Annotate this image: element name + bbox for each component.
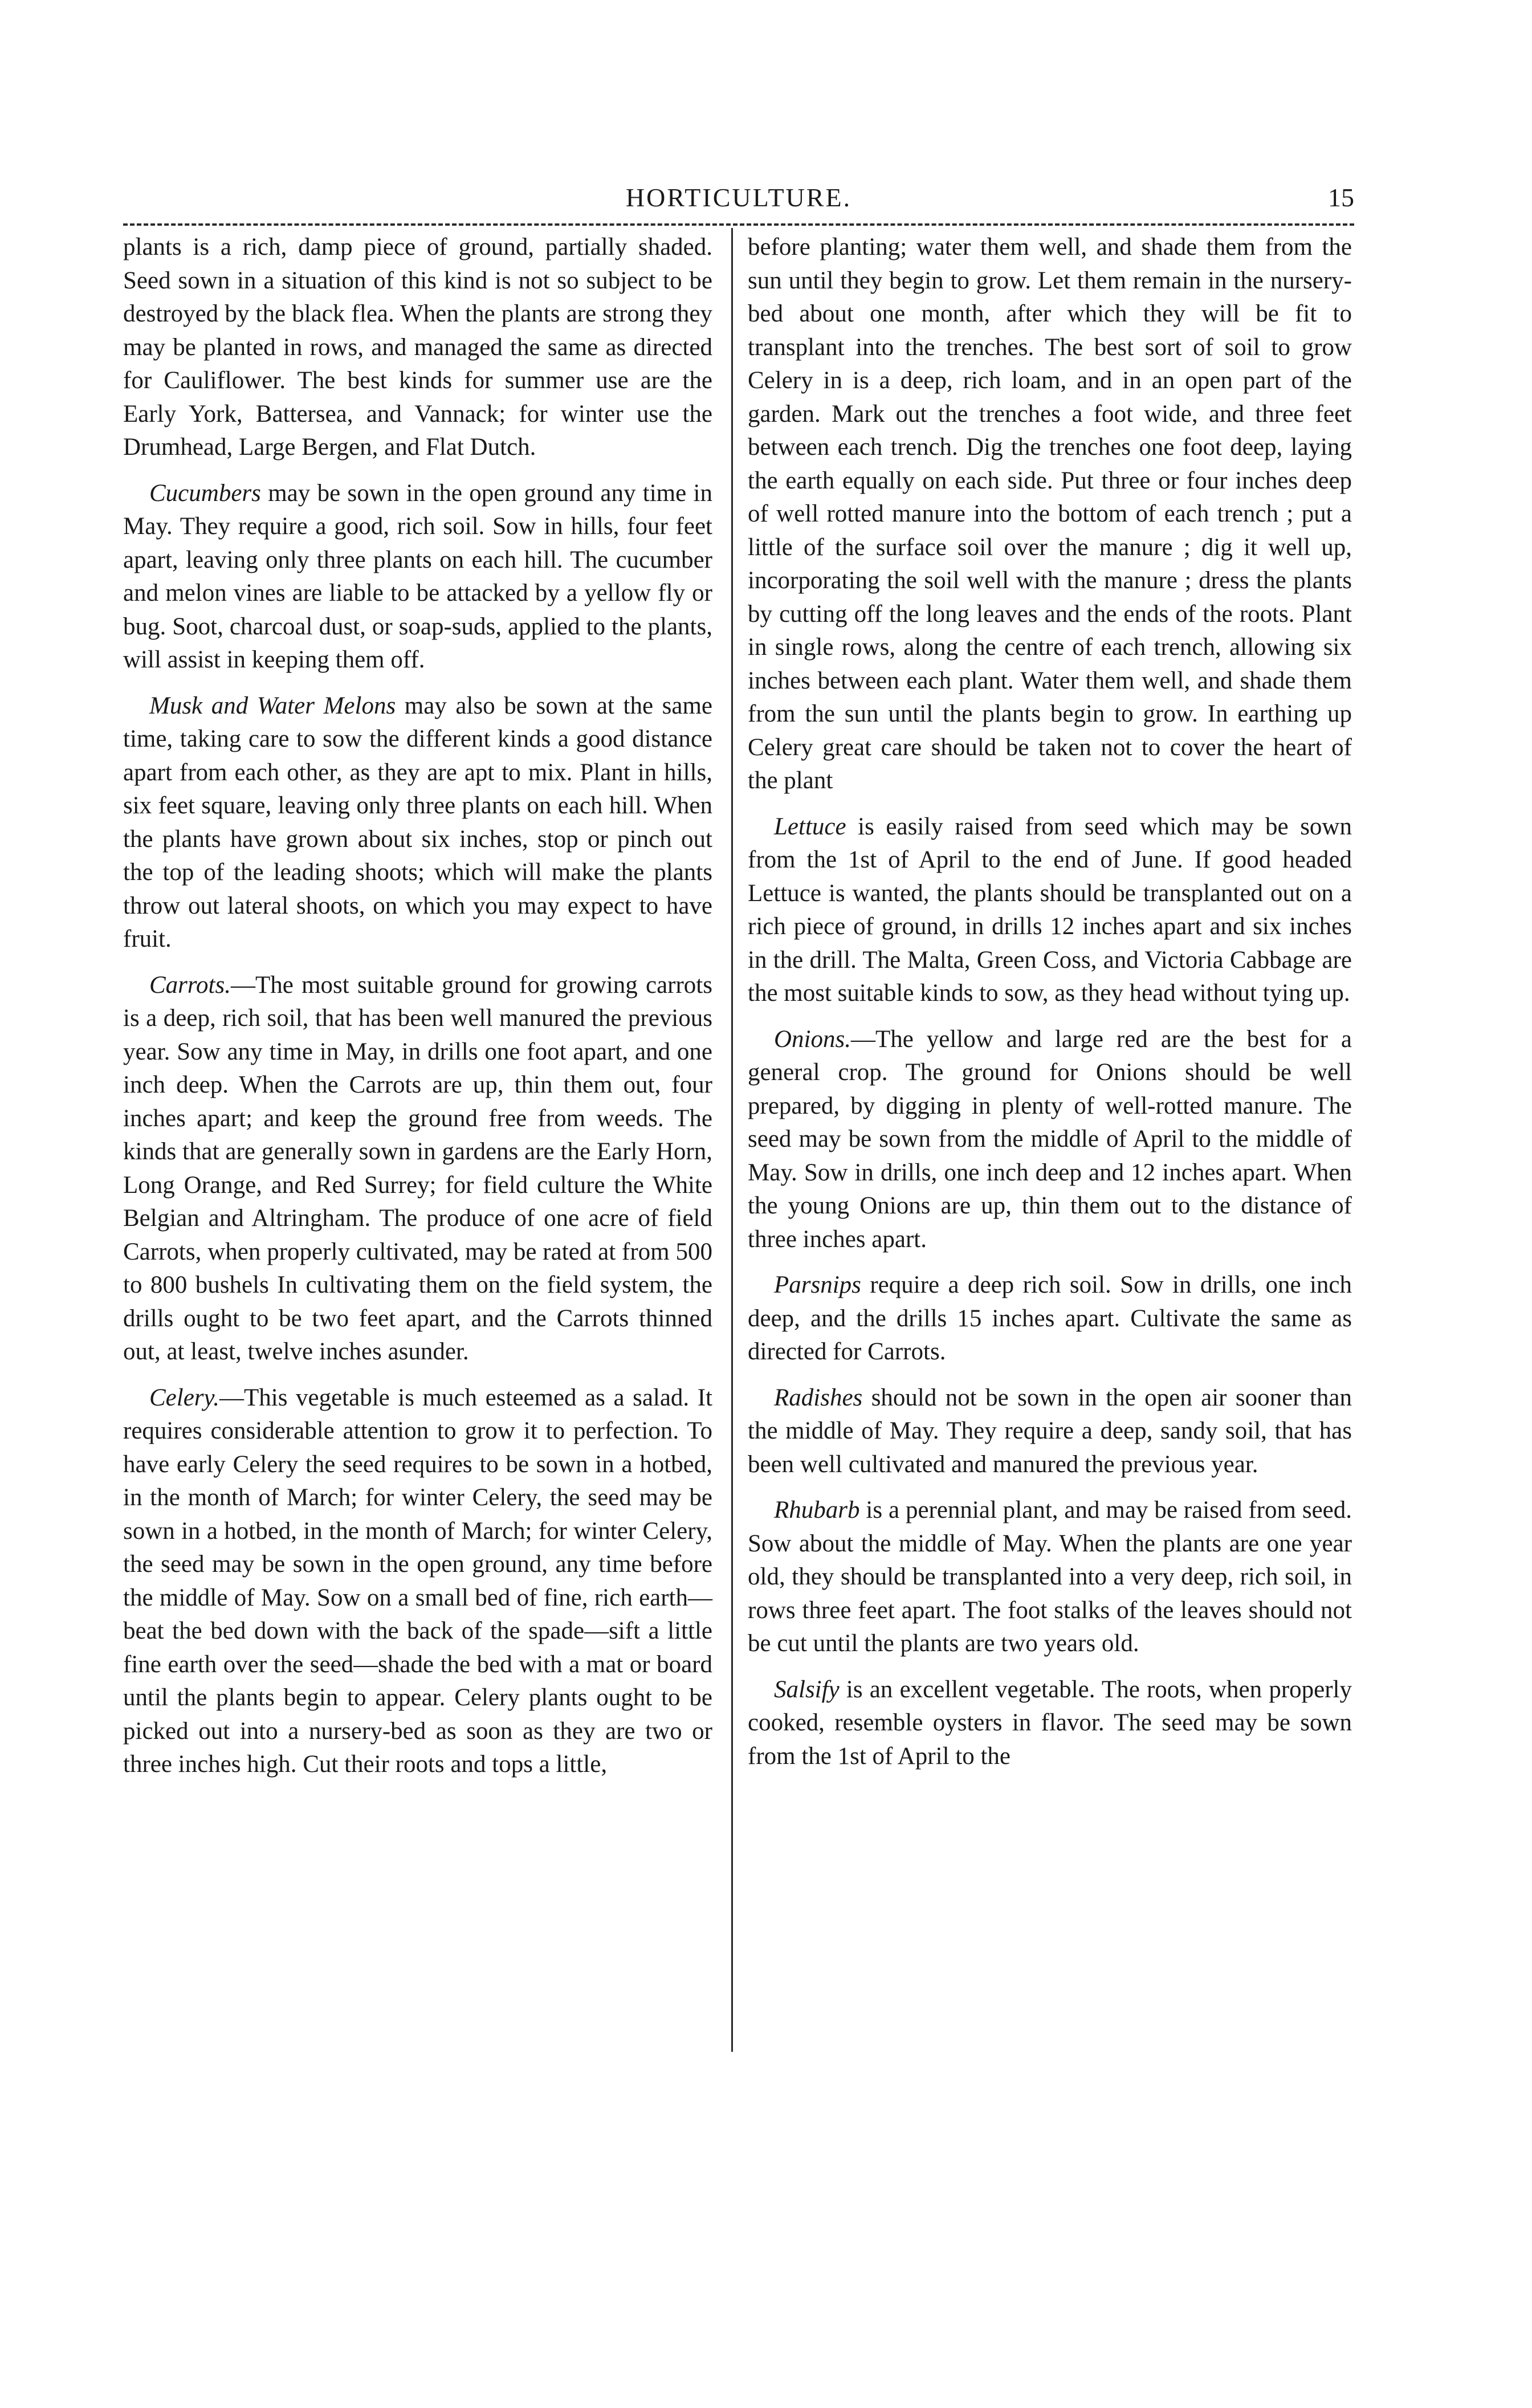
right-column	[748, 231, 1352, 1786]
carrots-paragraph	[123, 969, 712, 1369]
parsnips-text: require a deep rich soil. Sow in drills, one inch deep, and the drills 15 inches apart. Cultivate the same as directed for Carrots.	[748, 1272, 1352, 1365]
carrots-heading: Carrots.	[149, 971, 231, 999]
salsify-heading: Salsify	[774, 1676, 840, 1703]
carrots-text: —The most suitable ground for growing carrots is a deep, rich soil, that has been well manured the previous year. Sow any time in May, in drills one foot apart, and one inch deep. When the Carrots are up, thin them out, four inches apart; and keep the ground free from weeds. The kinds that are generally sown in gardens are the Early Horn, Long Orange, and Red Surrey; for field culture the White Belgian and Altringham. The produce of one acre of field Carrots, when properly cultivated, may be rated at from 500 to 800 bushels In cultivating them on the field system, the drills ought to be two feet apart, and the Carrots thinned out, at least, twelve inches asunder.	[123, 971, 712, 1365]
lettuce-heading: Lettuce	[774, 813, 846, 840]
lettuce-text: is easily raised from seed which may be sown from the 1st of April to the end of June. If good headed Lettuce is wanted, the plants should be transplanted out on a rich piece of ground, in drills 12 inches apart and six inches in the drill. The Malta, Green Coss, and Victoria Cabbage are the most suitable kinds to sow, as they head without tying up.	[748, 813, 1352, 1007]
header-rule	[123, 223, 1354, 226]
page-header	[123, 182, 1354, 217]
melons-heading: Musk and Water Melons	[149, 692, 396, 719]
melons-text: may also be sown at the same time, taking care to sow the different kinds a good distance apart from each other, as they are apt to mix. Plant in hills, six feet square, leaving only three plants on each hill. When the plants have grown about six inches, stop or pinch out the top of the leading shoots; which will make the plants throw out lateral shoots, on which you may expect to have fruit.	[123, 692, 712, 952]
cucumbers-text: may be sown in the open ground any time in May. They require a good, rich soil. Sow in hills, four feet apart, leaving only three plants on each hill. The cucumber and melon vines are liable to be attacked by a yellow fly or bug. Soot, charcoal dust, or soap-suds, applied to the plants, will assist in keeping them off.	[123, 479, 712, 673]
onions-text: —The yellow and large red are the best for a general crop. The ground for Onions should be well prepared, by digging in plenty of well-rotted manure. The seed may be sown from the middle of April to the middle of May. Sow in drills, one inch deep and 12 inches apart. When the young Onions are up, thin them out to the distance of three inches apart.	[748, 1025, 1352, 1253]
celery-continued-text: before planting; water them well, and shade them from the sun until they begin to grow. Let them remain in the nursery-bed about one month, after which they will be fit to transplant into the trenches. The best sort of soil to grow Celery in is a deep, rich loam, and in an open part of the garden. Mark out the trenches a foot wide, and three feet between each trench. Dig the trenches one foot deep, laying the earth equally on each side. Put three or four inches deep of well rotted manure into the bottom of each trench ; put a little of the surface soil over the manure ; dig it well up, incorporating the soil well with the manure ; dress the plants by cutting off the long leaves and the ends of the roots. Plant in single rows, along the centre of each trench, allowing six inches between each plant. Water them well, and shade them from the sun until the plants begin to grow. In earthing up Celery great care should be taken not to cover the heart of the plant	[748, 234, 1352, 794]
celery-heading: Celery.	[149, 1384, 219, 1411]
cucumbers-paragraph	[123, 477, 712, 677]
melons-paragraph	[123, 690, 712, 956]
lettuce-paragraph	[748, 810, 1352, 1011]
parsnips-paragraph	[748, 1269, 1352, 1369]
radishes-heading: Radishes	[774, 1384, 863, 1411]
page-number: 15	[1328, 183, 1354, 212]
parsnips-heading: Parsnips	[774, 1272, 861, 1298]
cabbage-text: plants is a rich, damp piece of ground, partially shaded. Seed sown in a situation of this kind is not so subject to be destroyed by the black flea. When the plants are strong they may be planted in rows, and managed the same as directed for Cauliflower. The best kinds for summer use are the Early York, Battersea, and Vannack; for winter use the Drumhead, Large Bergen, and Flat Dutch.	[123, 234, 712, 461]
salsify-paragraph	[748, 1673, 1352, 1774]
radishes-text: should not be sown in the open air sooner than the middle of May. They require a deep, sandy soil, that has been well cultivated and manured the previous year.	[748, 1384, 1352, 1478]
running-title: HORTICULTURE.	[625, 183, 852, 212]
column-divider	[731, 228, 733, 2052]
cucumbers-heading: Cucumbers	[149, 479, 261, 507]
onions-heading: Onions.	[774, 1025, 851, 1053]
celery-paragraph	[123, 1382, 712, 1782]
rhubarb-heading: Rhubarb	[774, 1497, 860, 1523]
celery-text: —This vegetable is much esteemed as a salad. It requires considerable attention to grow it to perfection. To have early Celery the seed requires to be sown in a hotbed, in the month of March; for winter Celery, the seed may be sown in a hotbed, in the month of March; for winter Celery, the seed may be sown in the open ground, any time before the middle of May. Sow on a small bed of fine, rich earth—beat the bed down with the back of the spade—sift a little fine earth over the seed—shade the bed with a mat or board until the plants begin to appear. Celery plants ought to be picked out into a nursery-bed as soon as they are two or three inches high. Cut their roots and tops a little,	[123, 1384, 712, 1778]
salsify-text: is an excellent vegetable. The roots, when properly cooked, resemble oysters in flavor. The seed may be sown from the 1st of April to the	[748, 1676, 1352, 1770]
rhubarb-text: is a perennial plant, and may be raised from seed. Sow about the middle of May. When the plants are one year old, they should be transplanted into a very deep, rich soil, in rows three feet apart. The foot stalks of the leaves should not be cut until the plants are two years old.	[748, 1497, 1352, 1657]
left-column	[123, 231, 712, 1794]
celery-continued-paragraph	[748, 231, 1352, 798]
rhubarb-paragraph	[748, 1494, 1352, 1661]
onions-paragraph	[748, 1023, 1352, 1257]
radishes-paragraph	[748, 1382, 1352, 1482]
cabbage-paragraph	[123, 231, 712, 465]
